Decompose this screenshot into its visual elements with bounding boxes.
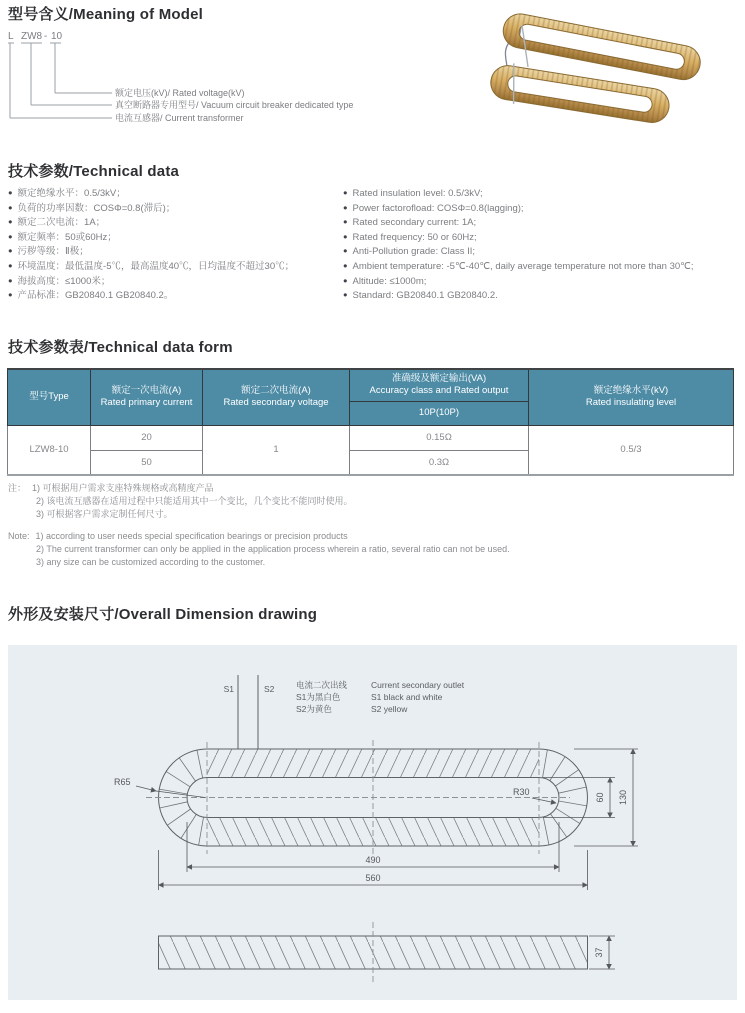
col-header-secondary: 额定二次电流(A) Rated secondary voltage [203,369,350,425]
dim-label-60: 60 [595,792,605,803]
cell-burden-2: 0.3Ω [350,450,529,475]
label-r65: R65 [114,777,131,787]
dim-label-130: 130 [618,789,628,806]
legend-zh-line2: S1为黑白色 [296,692,341,702]
cell-type: LZW8-10 [8,425,91,475]
legend-en-line2: S1 black and white [371,692,443,702]
note-item: 2) The current transformer can only be applied in the application process wherein a ratio, several ratio can not be used. [36,544,510,554]
bullet-icon: ● [343,202,348,212]
tech-spec-item: ● Rated secondary current: 1A; [343,217,477,229]
model-part-l: L [8,31,14,42]
section-title-technical-data: 技术参数/Technical data [8,163,180,180]
bullet-icon: ● [8,290,13,300]
dim-label-560: 560 [365,873,381,883]
legend-zh-line3: S2为黄色 [296,704,332,714]
note-item: 3) any size can be customized according to the customer. [36,557,266,567]
dimension-drawing-panel [8,645,737,1000]
notes-en [8,530,510,569]
tech-spec-item: ● 负荷的功率因数：COSΦ=0.8(滞后)； [8,202,176,214]
bullet-icon: ● [8,246,13,256]
col-header-primary-current: 额定一次电流(A) Rated primary current [91,369,203,425]
tech-spec-item: ● 额定二次电流：1A； [8,217,106,229]
model-part-zw8: ZW8 [21,31,43,42]
col-header-accuracy-sub: 10P(10P) [350,401,529,425]
cell-insulation: 0.5/3 [529,425,734,475]
legend-en-line1: Current secondary outlet [371,680,465,690]
bullet-icon: ● [8,231,13,241]
tech-spec-item: ● Standard: GB20840.1 GB20840.2. [343,290,498,302]
bullet-icon: ● [8,260,13,270]
tech-spec-item: ● 海拔高度：≤1000米； [8,275,111,287]
bullet-icon: ● [343,217,348,227]
note-item: 2) 该电流互感器在适用过程中只能适用其中一个变比，几个变比不能同时使用。 [36,496,353,506]
section-title-dimension: 外形及安装尺寸/Overall Dimension drawing [8,606,318,623]
tech-spec-item: ● Anti-Pollution grade: Class II; [343,246,476,258]
bullet-icon: ● [343,260,348,270]
label-s1: S1 [223,684,234,694]
cell-burden-1: 0.15Ω [350,425,529,450]
label-s2: S2 [264,684,275,694]
dim-label-37: 37 [594,947,604,958]
product-photo [488,5,740,127]
section-title-model-meaning: 型号含义/Meaning of Model [8,6,204,23]
tech-spec-item: ● 污秽等级：Ⅱ极； [8,246,89,258]
tech-spec-item: ● 产品标准：GB20840.1 GB20840.2。 [8,290,174,302]
bullet-icon: ● [8,275,13,285]
section-title-data-form: 技术参数表/Technical data form [8,339,233,356]
tech-spec-item: ● Rated frequency: 50 or 60Hz; [343,231,477,243]
model-part-dash: - [44,31,48,42]
notes-zh [8,482,353,521]
tech-spec-item: ● Altitude: ≤1000m; [343,275,427,287]
tech-spec-item: ● 额定绝缘水平：0.5/3kV； [8,188,126,199]
model-code-diagram [8,28,468,128]
dim-label-490: 490 [365,855,381,865]
technical-data-list-zh [8,186,294,303]
bullet-icon: ● [343,246,348,256]
notes-zh-label: 注： [8,483,27,493]
col-header-type: 型号Type [8,369,91,425]
bullet-icon: ● [343,231,348,241]
notes-en-label: Note: [8,531,30,541]
col-header-insulation: 额定绝缘水平(kV) Rated insulating level [529,369,734,425]
model-label-current-transformer: 电流互感器/ Current transformer [115,113,244,123]
legend-en-line3: S2 yellow [371,704,408,714]
bullet-icon: ● [343,188,348,197]
note-item: 3) 可根据客户需求定制任何尺寸。 [36,509,173,519]
bullet-icon: ● [8,202,13,212]
legend-zh-line1: 电流二次出线 [296,680,348,690]
col-header-accuracy: 准确级及额定输出(VA) Accuracy class and Rated output [350,369,529,401]
note-item: 1) 可根据用户需求支座特殊规格或高精度产品 [32,483,214,493]
dimension-drawing [8,645,737,1000]
cell-primary-1: 20 [91,425,203,450]
tech-spec-item: ● 环境温度：最低温度-5℃，最高温度40℃，日均温度不超过30℃； [8,260,295,272]
tech-spec-item: ● 额定频率：50或60Hz； [8,231,117,243]
model-label-vcb-type: 真空断路器专用型号/ Vacuum circuit breaker dedicated type [115,100,354,110]
model-label-rated-voltage: 额定电压(kV)/ Rated voltage(kV) [115,88,245,98]
technical-data-list-en [343,186,693,303]
bullet-icon: ● [343,290,348,300]
bullet-icon: ● [343,275,348,285]
cell-primary-2: 50 [91,450,203,475]
technical-data-table [7,368,734,476]
bullet-icon: ● [8,188,13,197]
note-item: 1) according to user needs special specification bearings or precision products [35,531,348,541]
tech-spec-item: ● Ambient temperature: -5℃-40℃, daily average temperature not more than 30℃; [343,260,694,272]
cell-secondary: 1 [203,425,350,475]
tech-spec-item: ● Rated insulation level: 0.5/3kV; [343,188,483,199]
model-part-10: 10 [51,31,63,42]
label-r30: R30 [513,787,530,797]
bullet-icon: ● [8,217,13,227]
tech-spec-item: ● Power factorofload: COSΦ=0.8(lagging); [343,202,524,214]
